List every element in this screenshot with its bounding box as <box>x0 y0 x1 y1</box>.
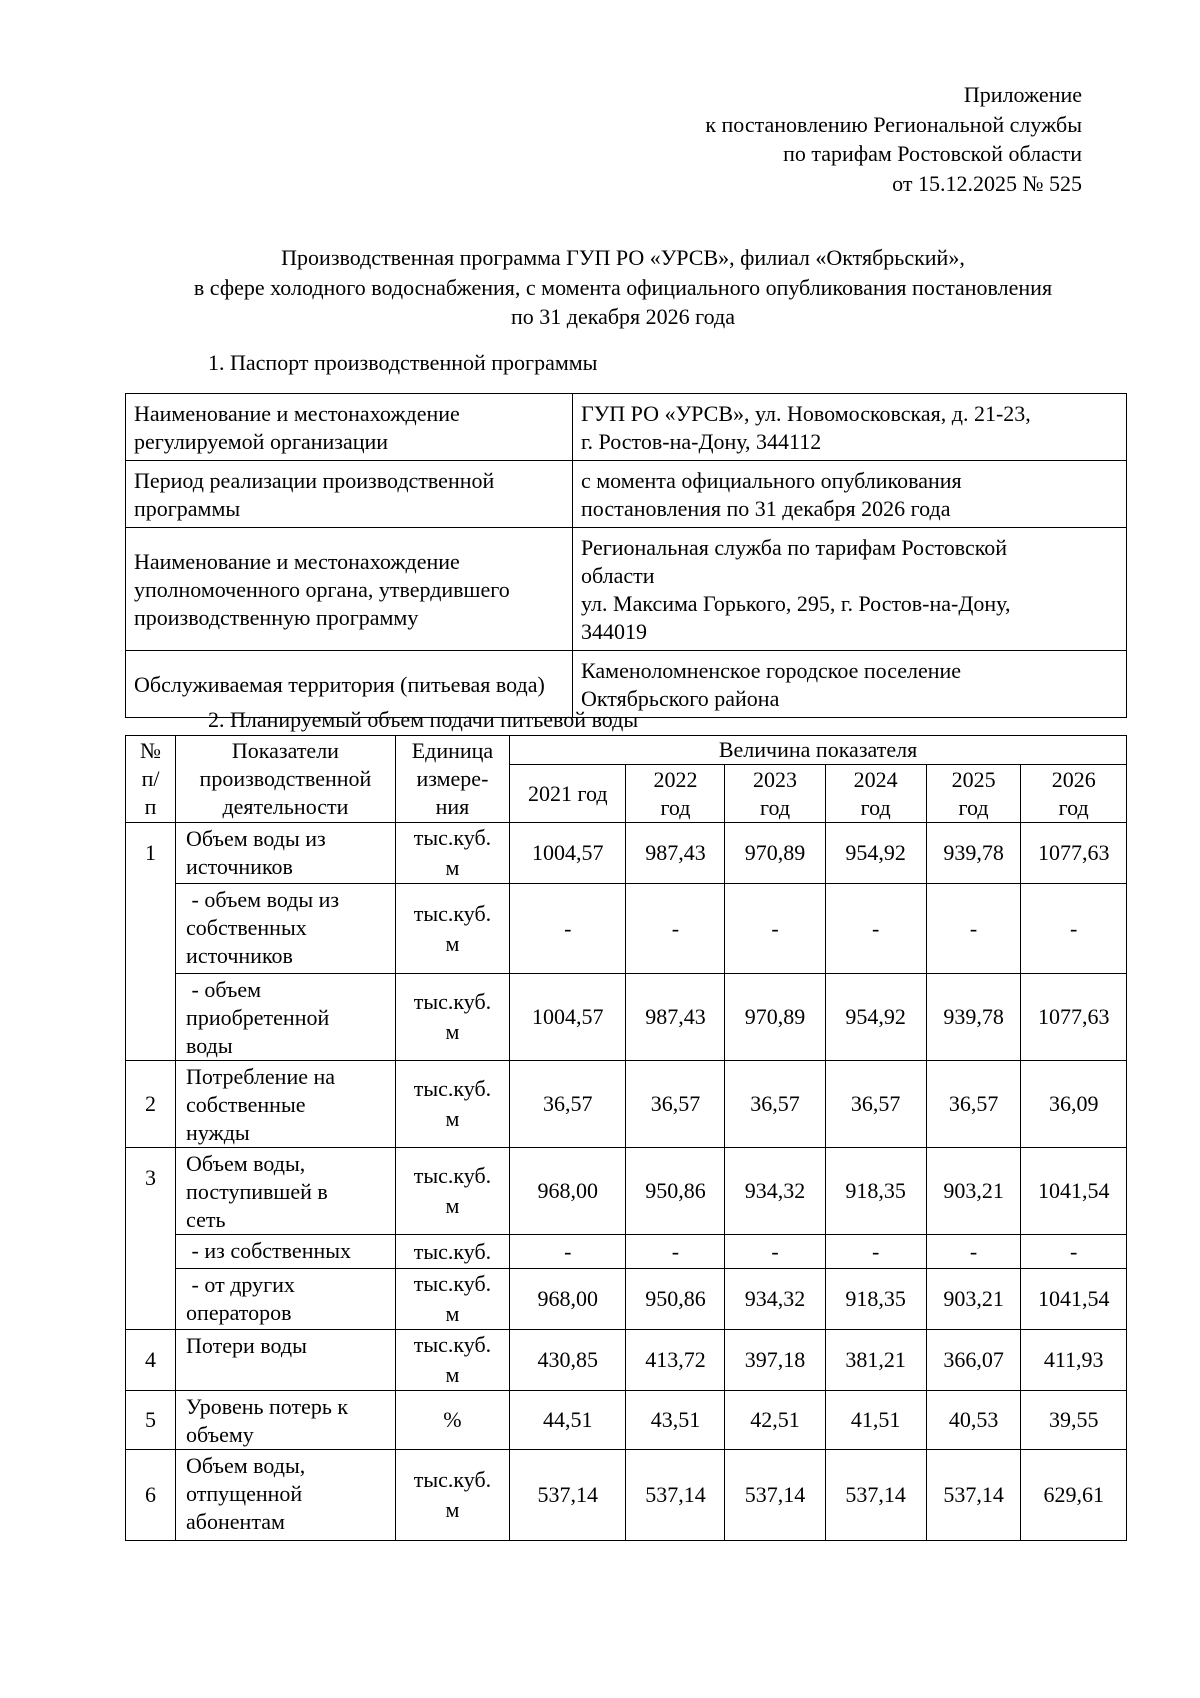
value-cell: 41,51 <box>825 1391 926 1450</box>
unit-cell <box>395 884 509 974</box>
value-cell: - <box>725 884 825 974</box>
section-1-title: 1. Паспорт производственной программы <box>208 350 598 375</box>
indicator-line: собственные <box>186 1092 306 1117</box>
unit-line: м <box>445 1019 460 1044</box>
section-2-title: 2. Планируемый объем подачи питьевой воды <box>208 707 639 732</box>
value-cell: 1041,54 <box>1021 1148 1127 1235</box>
value-cell: 36,09 <box>1021 1061 1127 1148</box>
unit-line: м <box>445 930 460 956</box>
unit-cell <box>395 1235 509 1269</box>
passport-label-line: Обслуживаемая территория (питьевая вода) <box>134 672 545 697</box>
value-cell: 954,92 <box>825 974 926 1061</box>
value-cell: - <box>510 1235 626 1269</box>
title-line: в сфере холодного водоснабжения, с момента официального опубликования постановления <box>193 274 1053 300</box>
table-row <box>126 823 1127 884</box>
indicator-line: собственных <box>186 915 307 940</box>
value-cell: - <box>926 1235 1021 1269</box>
passport-value <box>573 461 1127 528</box>
value-cell: 954,92 <box>825 823 926 884</box>
document-title <box>120 243 1126 332</box>
passport-value-line: Каменоломненское городское поселение <box>581 658 962 683</box>
value-cell: 903,21 <box>926 1148 1021 1235</box>
table-row <box>126 1330 1127 1391</box>
value-cell: 381,21 <box>825 1330 926 1391</box>
header-year <box>725 765 825 823</box>
header-year <box>510 765 626 823</box>
unit-line: м <box>445 855 460 880</box>
indicator-line: абонентам <box>186 1509 285 1534</box>
indicator-cell <box>176 1235 396 1269</box>
header-year-line: 2022 <box>653 766 698 792</box>
table-row <box>126 1450 1127 1541</box>
unit-cell <box>395 1391 509 1450</box>
indicator-line: операторов <box>186 1300 292 1325</box>
header-num-line: п <box>144 794 157 819</box>
value-cell: 36,57 <box>510 1061 626 1148</box>
passport-label <box>126 528 573 651</box>
indicator-line: отпущенной <box>186 1481 303 1506</box>
value-cell: 537,14 <box>626 1450 725 1541</box>
unit-line: % <box>443 1407 462 1432</box>
passport-value-line: Региональная служба по тарифам Ростовской <box>581 535 1008 560</box>
value-cell: 903,21 <box>926 1269 1021 1330</box>
indicator-cell <box>176 823 396 884</box>
unit-line: тыс.куб. <box>413 825 492 850</box>
passport-table <box>125 393 1127 718</box>
value-cell: 968,00 <box>510 1269 626 1330</box>
unit-cell <box>395 823 509 884</box>
value-cell: 918,35 <box>825 1148 926 1235</box>
value-cell: 987,43 <box>626 974 725 1061</box>
volume-table <box>125 735 1127 1541</box>
header-year <box>825 765 926 823</box>
header-year-line: 2026 <box>1051 766 1096 792</box>
passport-value-line: постановления по 31 декабря 2026 года <box>581 496 951 521</box>
passport-label <box>126 461 573 528</box>
row-number: 6 <box>126 1450 176 1541</box>
unit-line: м <box>445 1193 460 1218</box>
value-cell: 950,86 <box>626 1269 725 1330</box>
value-cell: 987,43 <box>626 823 725 884</box>
unit-line: м <box>445 1362 460 1387</box>
indicator-cell <box>176 1391 396 1450</box>
indicator-line: сеть <box>186 1207 226 1232</box>
row-number: 4 <box>126 1330 176 1391</box>
annex-header <box>705 80 1082 198</box>
indicator-line: - из собственных <box>186 1238 352 1263</box>
value-cell: 366,07 <box>926 1330 1021 1391</box>
header-year <box>1021 765 1127 823</box>
passport-label-line: уполномоченного органа, утвердившего <box>134 577 510 602</box>
value-cell: 1041,54 <box>1021 1269 1127 1330</box>
passport-value <box>573 394 1127 461</box>
passport-row <box>126 461 1127 528</box>
header-value-group: Величина показателя <box>510 736 1127 765</box>
header-year-line: год <box>958 794 989 820</box>
value-cell: 939,78 <box>926 823 1021 884</box>
unit-line: м <box>445 1301 460 1326</box>
title-line: Производственная программа ГУП РО «УРСВ», филиал «Октябрьский», <box>281 245 965 270</box>
value-cell: 934,32 <box>725 1148 825 1235</box>
passport-label-line: Наименование и местонахождение <box>134 401 460 426</box>
indicator-cell <box>176 1269 396 1330</box>
value-cell: 970,89 <box>725 823 825 884</box>
indicator-line: Уровень потерь к <box>186 1394 349 1419</box>
value-cell: - <box>825 884 926 974</box>
row-number: 1 <box>126 823 176 1061</box>
indicator-line: поступившей в <box>186 1179 328 1204</box>
passport-label-line: регулируемой организации <box>134 429 389 454</box>
value-cell: 36,57 <box>926 1061 1021 1148</box>
value-cell: 43,51 <box>626 1391 725 1450</box>
unit-line: тыс.куб. <box>413 1238 492 1264</box>
passport-label-line: производственную программу <box>134 605 419 630</box>
value-cell: 950,86 <box>626 1148 725 1235</box>
passport-value <box>573 528 1127 651</box>
indicator-cell <box>176 1061 396 1148</box>
unit-line: тыс.куб. <box>413 1271 492 1296</box>
indicator-line: - от других <box>186 1272 295 1297</box>
value-cell: 918,35 <box>825 1269 926 1330</box>
value-cell: - <box>1021 1235 1127 1269</box>
header-unit-line: ния <box>435 794 470 819</box>
table-row <box>126 1148 1127 1235</box>
passport-value-line: ул. Максима Горького, 295, г. Ростов-на-Дону, <box>581 591 1011 616</box>
passport-value-line: ГУП РО «УРСВ», ул. Новомосковская, д. 21-23, <box>581 401 1031 426</box>
value-cell: - <box>626 884 725 974</box>
indicator-line: источников <box>186 854 293 879</box>
value-cell: - <box>1021 884 1127 974</box>
indicator-cell <box>176 1148 396 1235</box>
value-cell: 629,61 <box>1021 1450 1127 1541</box>
value-cell: 1077,63 <box>1021 974 1127 1061</box>
unit-cell <box>395 974 509 1061</box>
passport-value-line: Октябрьского района <box>581 686 780 711</box>
indicator-line: Потери воды <box>186 1333 307 1358</box>
value-cell: 36,57 <box>626 1061 725 1148</box>
unit-line: м <box>445 1497 460 1522</box>
value-cell: 36,57 <box>725 1061 825 1148</box>
header-indicator-line: Показатели <box>231 738 339 763</box>
header-indicator <box>176 736 396 823</box>
value-cell: 537,14 <box>926 1450 1021 1541</box>
unit-line: м <box>445 1106 460 1131</box>
annex-line: по тарифам Ростовской области <box>783 141 1082 166</box>
indicator-line: - объем воды из <box>186 887 340 912</box>
indicator-line: Объем воды, <box>186 1151 306 1176</box>
annex-line: от 15.12.2025 № 525 <box>892 170 1082 196</box>
table-row <box>126 1391 1127 1450</box>
indicator-line: нужды <box>186 1120 250 1145</box>
indicator-line: Потребление на <box>186 1064 336 1089</box>
row-number: 3 <box>126 1148 176 1330</box>
passport-value-line: г. Ростов-на-Дону, 344112 <box>581 429 822 454</box>
indicator-line: Объем воды из <box>186 826 326 851</box>
header-unit <box>395 736 509 823</box>
indicator-cell <box>176 1330 396 1391</box>
unit-cell <box>395 1450 509 1541</box>
value-cell: 36,57 <box>825 1061 926 1148</box>
header-num-line: № <box>140 738 162 763</box>
value-cell: 537,14 <box>510 1450 626 1541</box>
value-cell: 39,55 <box>1021 1391 1127 1450</box>
unit-line: тыс.куб. <box>413 1332 492 1357</box>
header-unit-line: Единица <box>411 738 494 763</box>
value-cell: - <box>926 884 1021 974</box>
value-cell: - <box>510 884 626 974</box>
header-indicator-line: деятельности <box>222 794 349 819</box>
value-cell: 537,14 <box>825 1450 926 1541</box>
unit-line: тыс.куб. <box>413 900 492 926</box>
unit-line: тыс.куб. <box>413 989 492 1014</box>
annex-line: к постановлению Региональной службы <box>705 111 1082 137</box>
header-year-line: 2021 год <box>527 780 608 806</box>
unit-cell <box>395 1269 509 1330</box>
unit-cell <box>395 1330 509 1391</box>
title-line: по 31 декабря 2026 года <box>511 304 735 329</box>
value-cell: 1004,57 <box>510 974 626 1061</box>
indicator-line: приобретенной <box>186 1005 330 1030</box>
header-year-line: 2024 <box>853 766 898 792</box>
indicator-cell <box>176 884 396 974</box>
table-row <box>126 1061 1127 1148</box>
row-number: 5 <box>126 1391 176 1450</box>
indicator-cell <box>176 1450 396 1541</box>
passport-value-line: 344019 <box>581 619 647 644</box>
header-year-line: год <box>1058 794 1089 820</box>
passport-label <box>126 394 573 461</box>
unit-cell <box>395 1061 509 1148</box>
header-unit-line: измере- <box>416 766 489 791</box>
passport-row <box>126 394 1127 461</box>
value-cell: - <box>725 1235 825 1269</box>
header-year-line: 2025 <box>951 766 996 792</box>
table-row <box>126 1269 1127 1330</box>
table-row <box>126 974 1127 1061</box>
passport-label-line: Период реализации производственной <box>134 468 495 493</box>
passport-value-line: области <box>581 563 655 588</box>
table-row <box>126 1235 1127 1269</box>
indicator-line: объему <box>186 1422 254 1447</box>
table-row <box>126 884 1127 974</box>
passport-value-line: с момента официального опубликования <box>581 468 962 493</box>
header-year-line: 2023 <box>753 766 798 792</box>
value-cell: - <box>626 1235 725 1269</box>
passport-value <box>573 651 1127 718</box>
value-cell: 413,72 <box>626 1330 725 1391</box>
unit-line: тыс.куб. <box>413 1467 492 1492</box>
row-number: 2 <box>126 1061 176 1148</box>
value-cell: 44,51 <box>510 1391 626 1450</box>
header-year-line: год <box>660 794 691 820</box>
header-indicator-line: производственной <box>199 766 372 791</box>
indicator-line: Объем воды, <box>186 1453 306 1478</box>
unit-line: тыс.куб. <box>413 1163 492 1188</box>
value-cell: 537,14 <box>725 1450 825 1541</box>
header-year-line: год <box>759 794 791 820</box>
value-cell: 1077,63 <box>1021 823 1127 884</box>
header-num-line: п/ <box>141 766 160 791</box>
indicator-line: источников <box>186 943 293 968</box>
value-cell: 970,89 <box>725 974 825 1061</box>
header-num <box>126 736 176 823</box>
value-cell: 397,18 <box>725 1330 825 1391</box>
passport-label-line: программы <box>134 496 241 521</box>
value-cell: 411,93 <box>1021 1330 1127 1391</box>
indicator-line: воды <box>186 1033 233 1058</box>
value-cell: 42,51 <box>725 1391 825 1450</box>
value-cell: 430,85 <box>510 1330 626 1391</box>
value-cell: 1004,57 <box>510 823 626 884</box>
passport-label-line: Наименование и местонахождение <box>134 549 460 574</box>
header-year <box>626 765 725 823</box>
header-year-line: год <box>860 794 891 820</box>
value-cell: 939,78 <box>926 974 1021 1061</box>
header-year <box>926 765 1021 823</box>
annex-line: Приложение <box>963 82 1082 107</box>
value-cell: 934,32 <box>725 1269 825 1330</box>
unit-cell <box>395 1148 509 1235</box>
value-cell: 40,53 <box>926 1391 1021 1450</box>
indicator-line: - объем <box>186 977 262 1002</box>
value-cell: 968,00 <box>510 1148 626 1235</box>
value-cell: - <box>825 1235 926 1269</box>
unit-line: тыс.куб. <box>413 1076 492 1101</box>
indicator-cell <box>176 974 396 1061</box>
passport-row <box>126 528 1127 651</box>
